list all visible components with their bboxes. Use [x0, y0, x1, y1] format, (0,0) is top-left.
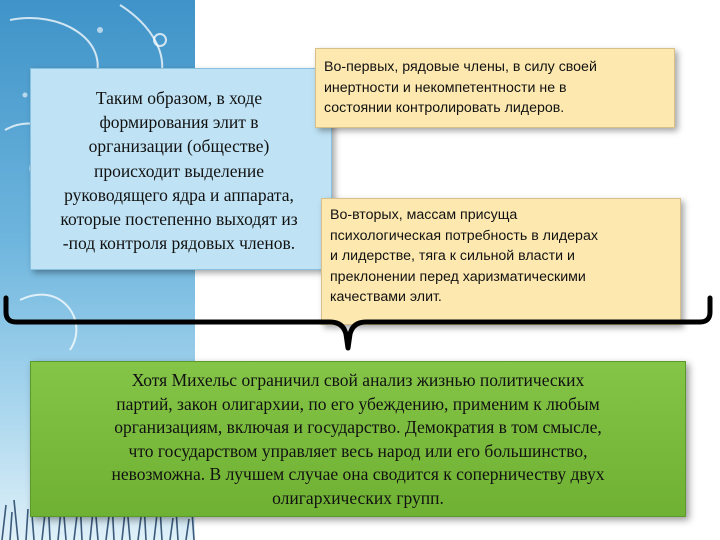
conclusion-line: что государством управляет весь народ или его большинство,	[128, 440, 588, 461]
conclusion-line: организациям, включая и государство. Демократия в том смысле,	[114, 417, 602, 437]
first-reason-line: Во-первых, рядовые члены, в силу своей	[324, 59, 597, 75]
first-reason-line: инертности и некомпетентности не в	[324, 79, 567, 96]
left-line: руководящего ядра и аппарата,	[64, 184, 294, 205]
left-line: Таким образом, в ходе	[95, 88, 263, 108]
left-line: формирования элит в	[99, 112, 259, 133]
conclusion-line: Хотя Михельс ограничил свой анализ жизнью политических	[131, 370, 585, 390]
left-line: происходит выделение	[93, 160, 265, 181]
second-reason-line: качествами элит.	[330, 289, 442, 305]
conclusion-line: олигархических групп.	[272, 487, 444, 508]
second-reason-line: Во-вторых, массам присуща	[330, 207, 518, 223]
first-reason-line: состоянии контролировать лидеров.	[324, 100, 565, 116]
conclusion-line: партий, закон олигархии, по его убеждению, применим к любым	[116, 393, 600, 414]
second-reason-line: и лидерстве, тяга к сильной власти и	[330, 248, 575, 264]
left-line: организации (обществе)	[88, 136, 270, 157]
second-reason-line: психологическая потребность в лидерах	[330, 227, 598, 244]
conclusion-box	[30, 361, 686, 517]
conclusion-line: невозможна. В лучшем случае она сводится к соперничеству двух	[111, 464, 605, 484]
left-line: -под контроля рядовых членов.	[62, 233, 296, 254]
second-reason-line: преклонении перед харизматическими	[330, 268, 586, 285]
left-line: которые постепенно выходят из	[60, 209, 298, 230]
